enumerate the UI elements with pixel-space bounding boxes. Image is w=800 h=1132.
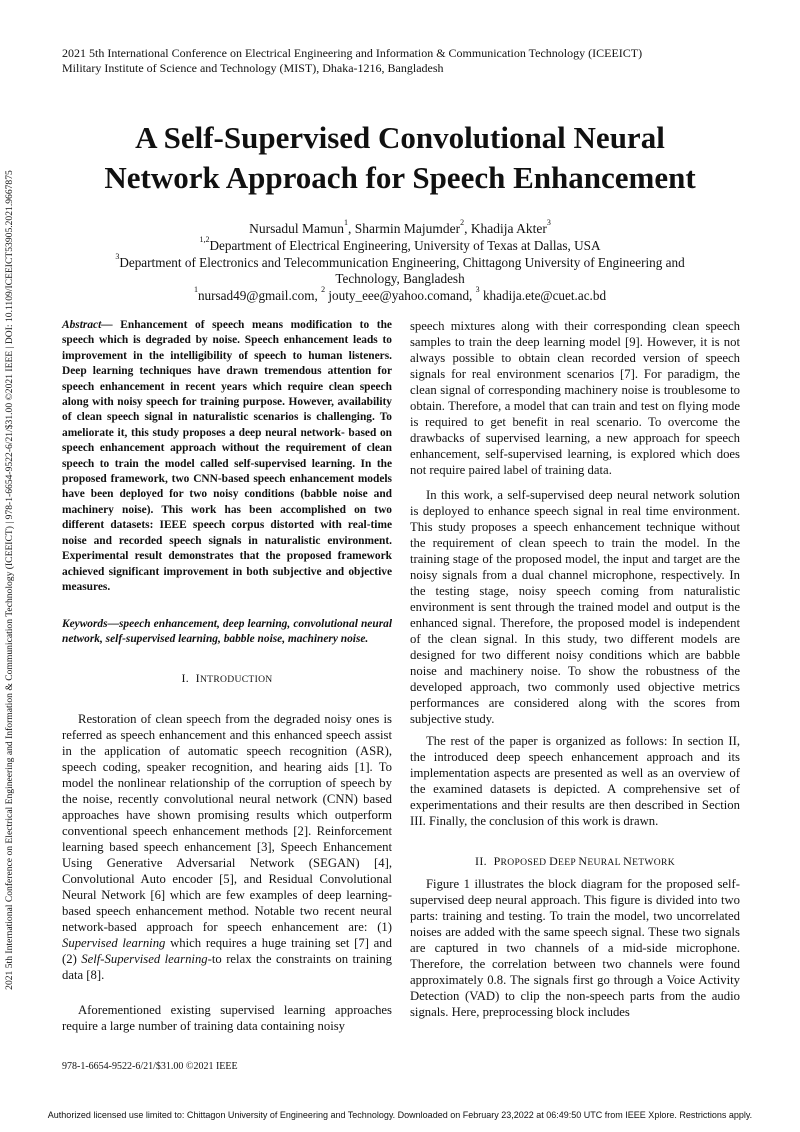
title-line-2: Network Approach for Speech Enhancement — [104, 160, 696, 195]
side-banner — [3, 100, 17, 1060]
email-3[interactable]: khadija.ete@cuet.ac.bd — [479, 287, 607, 303]
email-sup-3: 3 — [475, 284, 480, 294]
conference-header — [62, 46, 642, 76]
section-1-rest: NTRODUCTION — [199, 674, 273, 685]
right-p1-text: speech mixtures along with their corresponding clean speech samples to train the deep learning model [9]. However, it is not always possible to obtain clean recorded version of speech signals for real environment scenarios [7]. For paradigm, the clean signal of corresponding machinery noise is troublesome to obtain. Therefore, a model that can train and test on flying mode is required to get benefit in real scenario. To overcome the drawbacks of supervised learning, a new approach for speech enhancement, self-supervised learning, is explored which does not require paired label of training data. — [410, 319, 740, 477]
affiliations — [100, 235, 700, 304]
intro-paragraph-1 — [62, 711, 392, 983]
section-heading-proposed-network — [410, 853, 740, 871]
paper-title — [0, 118, 800, 198]
author-3-sup: 3 — [546, 218, 551, 227]
section-2-r2: EEP — [558, 857, 579, 868]
intro-p1-italic-2: Self-Supervised learning — [81, 952, 208, 966]
right-p4-text: Figure 1 illustrates the block diagram for the proposed self-supervised deep neural approach. This figure is divided into two parts: training and testing. To train the model, two uncorrelated noises are added with the same speech signal. These two signals are captured in two channels of a mid-side microphone. Therefore, the correlation between two channels were found approximately 0.8. The signals first go through a Voice Activity Detection (VAD) to clip the non-speech parts from the audio signals. Here, preprocessing block includes — [410, 877, 740, 1019]
email-sup-1: 1 — [193, 284, 198, 294]
section-heading-introduction — [62, 670, 392, 688]
affiliation-1-text: Department of Electrical Engineering, University of Texas at Dallas, USA — [209, 238, 601, 253]
intro-paragraph-2 — [62, 1002, 392, 1034]
email-sup-2: 2 — [321, 284, 326, 294]
author-3: Khadija Akter — [470, 221, 547, 236]
conference-line-2: Military Institute of Science and Technology (MIST), Dhaka-1216, Bangladesh — [62, 61, 444, 75]
intro-p2-text: Aforementioned existing supervised learning approaches require a large number of training data containing noisy — [62, 1003, 392, 1033]
email-1[interactable]: nursad49@gmail.com, — [197, 287, 322, 303]
author-emails — [100, 284, 700, 305]
side-banner-text: 2021 5th International Conference on Electrical Engineering and Information & Communication Technology (ICEEICT) | 978-1-6654-9522-6/21/$31.00 ©2021 IEEE | DOI: 10.1109/ICEEICT53905.2021.9667875 — [4, 170, 15, 990]
right-p3-text: The rest of the paper is organized as follows: In section II, the introduced deep speech enhancement approach and its implementation aspects are presented as well as an overview of the examined datasets is depicted. A comprehensive set of experimentations and their results are then described in Section III. Finally, the conclusion of this work is drawn. — [410, 734, 740, 828]
author-list: Nursadul Mamun$^1$, Sharmin Majumder$^2$, Khadija Akter$^3$ — [249, 218, 551, 236]
intro-p1-italic-1: Supervised learning — [62, 936, 166, 950]
right-paragraph-2 — [410, 487, 740, 727]
section-2-c3: N — [578, 854, 588, 868]
right-paragraph-1 — [410, 318, 740, 478]
right-p2-text: In this work, a self-supervised deep neural network solution is deployed to enhance speech signal in real time environment. This study proposes a speech enhancement technique without the requirement of clean speech to train the model. In the training stage of the proposed model, the input and target are the noisy signals from a dual channel microphone, respectively. In the testing stage, noisy speech coming from naturalistic environment is sent through the trained model and output is the enhanced signal. Therefore, the proposed model is independent of the clean signal. In this study, two different models are designed for two different noisy conditions which are babble noise and machinery noise. To show the robustness of the developed approach, two commonly used objective metrics performances are considered along with the scores from subjective study. — [410, 488, 740, 726]
intro-p1-part-a: Restoration of clean speech from the degraded noisy ones is referred as speech enhancement and this enhanced speech assist in the application of automatic speech recognition (ASR), speech coding, speaker recognition, and hearing aids [1]. To model the nonlinear relationship of the corruption of speech by the noise, recently convolutional neural network (CNN) based approaches have shown promising results which outperform conventional speech enhancement methods [2]. Reinforcement learning based speech enhancement [3], Speech Enhancement Using Generative Adversarial Network (SEGAN) [4], Convolutional Auto encoder [5], and Residual Convolutional Neural Network [6] which are few examples of deep learning-based speech enhancement method. Notable two recent neural network-based approach for speech enhancement are: (1) — [62, 712, 392, 934]
section-2-number: II. — [475, 854, 487, 868]
intro-p1-part-b: which requires a huge training set [7] and (2) — [62, 936, 392, 966]
author-1-sup: 1 — [343, 218, 348, 227]
section-2-c2: D — [549, 854, 559, 868]
author-1: Nursadul Mamun — [249, 221, 344, 236]
right-paragraph-4 — [410, 876, 740, 1020]
abstract-lead: Abstract— — [62, 319, 113, 331]
right-paragraph-3 — [410, 733, 740, 829]
copyright-footer: 978-1-6654-9522-6/21/$31.00 ©2021 IEEE — [62, 1061, 238, 1072]
section-2-c1: P — [493, 854, 501, 868]
section-1-number: I. — [181, 671, 190, 685]
section-2-c4: N — [623, 854, 633, 868]
section-2-r4: ETWORK — [632, 857, 675, 868]
affiliation-1 — [100, 235, 700, 255]
section-1-initial: I — [195, 671, 200, 685]
conference-line-1: 2021 5th International Conference on Electrical Engineering and Information & Communication Technology (ICEEICT) — [62, 46, 643, 60]
abstract-text: Enhancement of speech means modification to the speech which is degraded by noise. Speech enhancement leads to improvement in the intelligibility of speech to human listeners. Deep learning techniques have drawn tremendous attention for speech enhancement in recent years which require clean speech along with noisy speech for training purpose. However, availability of clean speech signal in naturalistic scenarios is challenging. To ameliorate it, this study proposes a deep neural network- based on speech enhancement approach without the requirement of clean speech to train the model called self-supervised learning. In the proposed framework, two CNN-based speech enhancement models have been deployed for two noisy conditions (babble noise and machinery noise). This work has been accomplished on two different datasets: IEEE speech corpus distorted with real-time noise and recorded speech signals in naturalistic environment. Experimental result demonstrates that the proposed framework achieved significant improvement in both subjective and objective measures. — [62, 319, 392, 593]
author-2-sup: 2 — [460, 218, 465, 227]
email-2[interactable]: jouty_eee@yahoo.comand, — [325, 287, 476, 303]
title-line-1: A Self-Supervised Convolutional Neural — [135, 120, 665, 155]
affiliation-1-sup: 1,2 — [199, 235, 210, 244]
section-2-r3: EURAL — [587, 857, 624, 868]
authorized-use-notice: Authorized licensed use limited to: Chittagon University of Engineering and Technology. Downloaded on February 23,2022 at 06:49:50 UTC from IEEE Xplore. Restrictions apply. — [47, 1110, 753, 1120]
author-2: Sharmin Majumder — [354, 221, 461, 236]
abstract — [62, 318, 392, 595]
section-2-r1: ROPOSED — [500, 857, 550, 868]
affiliation-2 — [100, 251, 700, 288]
affiliation-2-sup: 3 — [115, 251, 120, 261]
intro-p1-part-c: -to relax the constraints on training data [8]. — [62, 952, 392, 982]
affiliation-2-text: Department of Electronics and Telecommunication Engineering, Chittagong University of Engineering and Technology, Bangladesh — [119, 254, 685, 286]
keywords: Keywords—speech enhancement, deep learning, convolutional neural network, self-supervised learning, babble noise, machinery noise. — [62, 618, 392, 646]
